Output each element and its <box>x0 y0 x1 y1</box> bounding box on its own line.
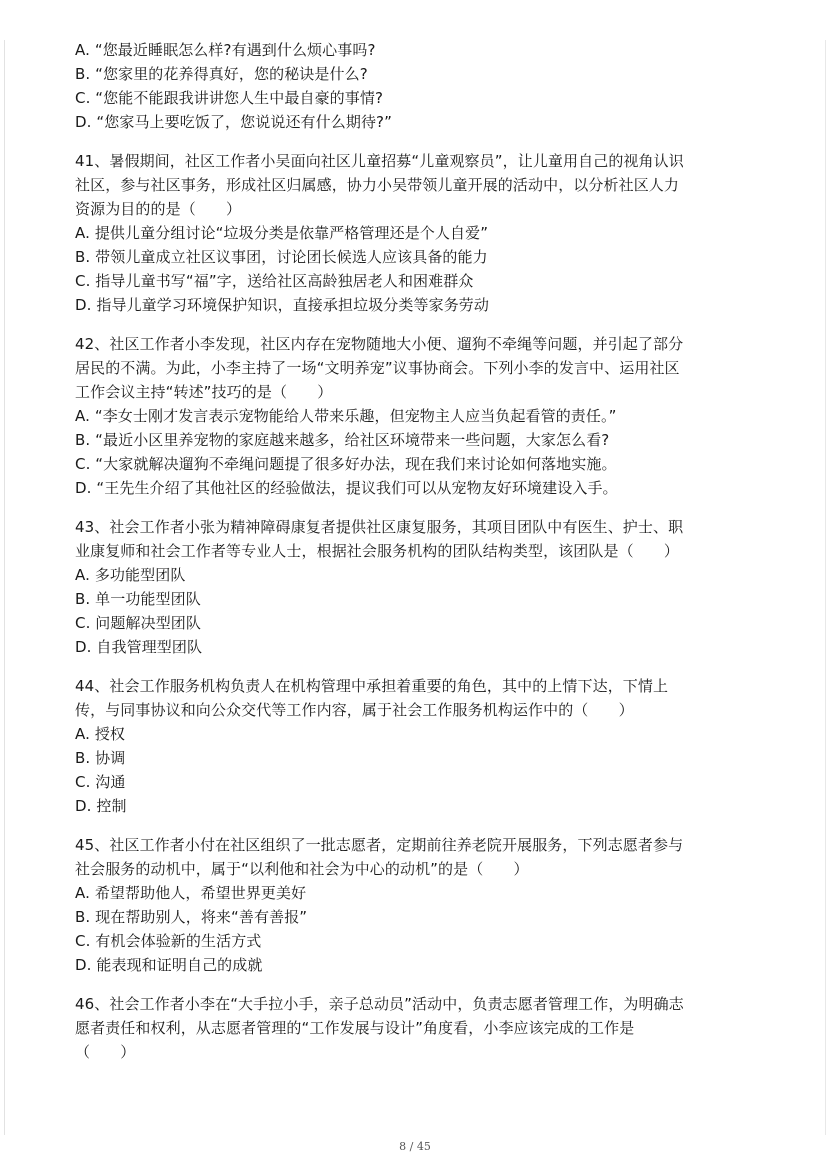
option-c: C. 沟通 <box>75 773 126 791</box>
option-b: B. 带领儿童成立社区议事团，讨论团长候选人应该具备的能力 <box>75 248 488 266</box>
option-a: A. 授权 <box>75 725 126 743</box>
option-b: B. “最近小区里养宠物的家庭越来越多，给社区环境带来一些问题，大家怎么看? <box>75 431 610 449</box>
option-b: B. 单一功能型团队 <box>75 590 201 608</box>
question-stem-line: 46、社会工作者小李在“大手拉小手，亲子总动员”活动中，负责志愿者管理工作，为明确志 <box>75 995 684 1013</box>
option-a: A. 多功能型团队 <box>75 566 186 584</box>
question-stem-line: 居民的不满。为此，小李主持了一场“文明养宠”议事协商会。下列小李的发言中、运用社区 <box>75 359 680 377</box>
option-b: B. 协调 <box>75 749 126 767</box>
question-43 <box>75 515 755 659</box>
page-left-border <box>4 40 5 1135</box>
question-stem-line: 45、社区工作者小付在社区组织了一批志愿者，定期前往养老院开展服务，下列志愿者参与 <box>75 836 684 854</box>
option-c: C. 指导儿童书写“福”字，送给社区高龄独居老人和困难群众 <box>75 272 474 290</box>
option-a: A. “您最近睡眠怎么样?有遇到什么烦心事吗? <box>75 41 376 59</box>
question-stem-line: 传，与同事协议和向公众交代等工作内容，属于社会工作服务机构运作中的（ ） <box>75 701 634 719</box>
question-stem-line: （ ） <box>75 1043 136 1061</box>
option-d: D. “王先生介绍了其他社区的经验做法，提议我们可以从宠物友好环境建设入手。 <box>75 479 618 497</box>
question-stem-line: 社会服务的动机中，属于“以利他和社会为中心的动机”的是（ ） <box>75 860 529 878</box>
question-40 <box>75 38 755 134</box>
question-stem-line: 资源为目的的是（ ） <box>75 200 242 218</box>
option-d: D. 自我管理型团队 <box>75 638 203 656</box>
question-stem-line: 业康复师和社会工作者等专业人士，根据社会服务机构的团队结构类型，该团队是（ ） <box>75 542 680 560</box>
question-stem-line: 社区，参与社区事务，形成社区归属感，协力小吴带领儿童开展的活动中，以分析社区人力 <box>75 176 680 194</box>
question-stem-line: 工作会议主持“转述”技巧的是（ ） <box>75 383 333 401</box>
option-a: A. 希望帮助他人，希望世界更美好 <box>75 884 307 902</box>
option-a: A. “李女士刚才发言表示宠物能给人带来乐趣，但宠物主人应当负起看管的责任。” <box>75 407 617 425</box>
question-stem-line: 42、社区工作者小李发现，社区内存在宠物随地大小便、遛狗不牵绳等问题，并引起了部分 <box>75 335 684 353</box>
question-44 <box>75 674 755 818</box>
option-c: C. “您能不能跟我讲讲您人生中最自豪的事情? <box>75 89 384 107</box>
option-d: D. “您家马上要吃饭了，您说说还有什么期待?” <box>75 113 392 131</box>
question-stem-line: 愿者责任和权利，从志愿者管理的“工作发展与设计”角度看，小李应该完成的工作是 <box>75 1019 635 1037</box>
option-b: B. 现在帮助别人，将来“善有善报” <box>75 908 308 926</box>
question-41 <box>75 149 755 317</box>
option-c: C. “大家就解决遛狗不牵绳问题提了很多好办法，现在我们来讨论如何落地实施。 <box>75 455 617 473</box>
page-content <box>75 38 755 1064</box>
option-c: C. 有机会体验新的生活方式 <box>75 932 262 950</box>
page-number: 8 / 45 <box>399 1140 431 1153</box>
question-stem-line: 43、社会工作者小张为精神障碍康复者提供社区康复服务，其项目团队中有医生、护士、职 <box>75 518 684 536</box>
option-c: C. 问题解决型团队 <box>75 614 202 632</box>
question-42 <box>75 332 755 500</box>
option-b: B. “您家里的花养得真好，您的秘诀是什么? <box>75 65 368 83</box>
option-d: D. 能表现和证明自己的成就 <box>75 956 263 974</box>
option-d: D. 指导儿童学习环境保护知识，直接承担垃圾分类等家务劳动 <box>75 296 489 314</box>
question-45 <box>75 833 755 977</box>
option-a: A. 提供儿童分组讨论“垃圾分类是依靠严格管理还是个人自爱” <box>75 224 489 242</box>
question-stem-line: 41、暑假期间，社区工作者小吴面向社区儿童招募“儿童观察员”，让儿童用自己的视角认识 <box>75 152 684 170</box>
page-right-border <box>825 40 826 1135</box>
question-46 <box>75 992 755 1064</box>
question-stem-line: 44、社会工作服务机构负责人在机构管理中承担着重要的角色，其中的上情下达，下情上 <box>75 677 669 695</box>
option-d: D. 控制 <box>75 797 127 815</box>
